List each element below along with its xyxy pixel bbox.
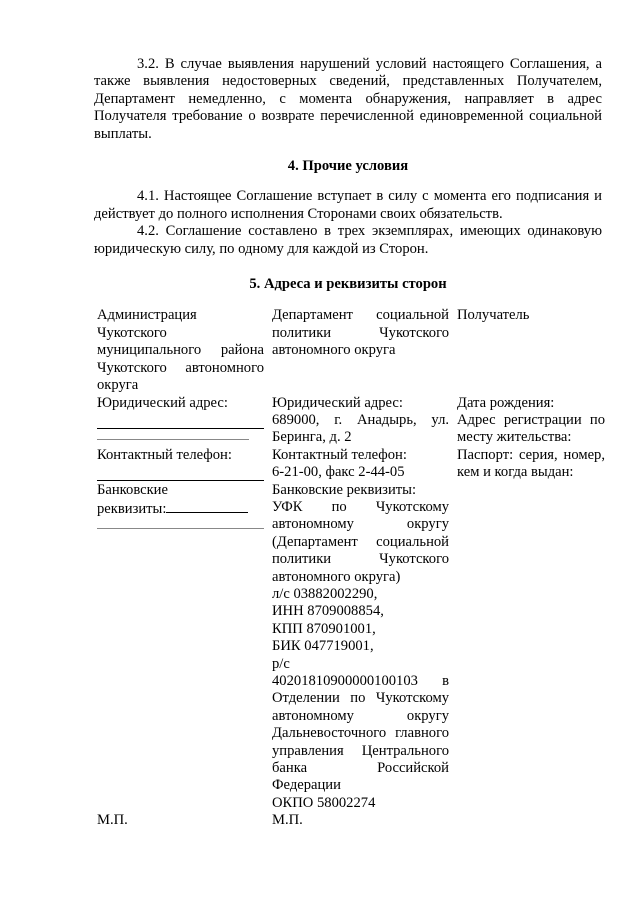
department-rs-label: р/с	[272, 655, 290, 672]
recipient-passport-cell	[457, 447, 605, 813]
recipient-address-label: Адрес регистрации по месту жительства:	[457, 411, 605, 446]
department-phone-cell	[272, 447, 457, 482]
administration-legal-address-label: Юридический адрес:	[97, 394, 228, 411]
recipient-stamp-cell	[457, 812, 605, 829]
administration-bank-label-2: реквизиты:	[97, 500, 167, 517]
recipient-birth-cell	[457, 395, 605, 447]
party-recipient	[457, 307, 605, 394]
stamp-row	[97, 812, 605, 829]
administration-bank-line	[166, 499, 248, 513]
department-account-ls: л/с 03882002290,	[272, 585, 378, 602]
phone-row	[97, 447, 605, 482]
department-okpo: ОКПО 58002274	[272, 794, 376, 811]
administration-address-line-2	[97, 429, 249, 440]
department-phone-value: 6-21-00, факс 2-44-05	[272, 464, 405, 481]
recipient-birth-date-label: Дата рождения:	[457, 394, 555, 411]
department-address-cell	[272, 395, 457, 447]
department-legal-address-label: Юридический адрес:	[272, 394, 403, 411]
department-rs-value: 40201810900000100103 в Отделении по Чукотскому автономному округу Дальневосточного главного управления Центрального банка Российской Федерации	[272, 673, 449, 794]
administration-bank-line-wrap	[97, 499, 264, 518]
clause-4-1: 4.1. Настоящее Соглашение вступает в силу с момента его подписания и действует до полного исполнения Сторонами своих обязательств.	[94, 188, 602, 222]
administration-name: Администрация Чукотского муниципального района Чукотского автономного округа	[97, 307, 264, 394]
department-phone-label: Контактный телефон:	[272, 446, 407, 463]
administration-phone-label: Контактный телефон:	[97, 446, 232, 463]
document-page	[94, 56, 605, 830]
administration-stamp-cell	[97, 812, 272, 829]
clause-4-2: 4.2. Соглашение составлено в трех экземплярах, имеющих одинаковую юридическую силу, по одному для каждой из Сторон.	[94, 223, 602, 257]
administration-stamp: М.П.	[97, 812, 128, 829]
department-bank-label: Банковские реквизиты:	[272, 481, 416, 498]
clause-3-2: 3.2. В случае выявления нарушений условий настоящего Соглашения, а также выявления недостоверных сведений, представленных Получателем, Департамент немедленно, с момента обнаружения, направляет в адрес Получателя требование о возврате перечисленной единовременной социальной выплаты.	[94, 56, 602, 142]
party-department	[272, 307, 457, 394]
administration-bank-label: Банковские	[97, 481, 168, 498]
address-row	[97, 395, 605, 447]
recipient-name: Получатель	[457, 307, 530, 324]
department-bank-cell	[272, 482, 457, 813]
requisites-table	[97, 307, 605, 829]
recipient-passport-label: Паспорт: серия, номер, кем и когда выдан:	[457, 446, 605, 481]
department-stamp: М.П.	[272, 812, 303, 829]
administration-bank-cell	[97, 482, 272, 813]
parties-row	[97, 307, 605, 394]
administration-phone-cell	[97, 447, 272, 482]
department-bank-recipient: УФК по Чукотскому автономному округу (Департамент социальной политики Чукотского автономного округа)	[272, 498, 449, 585]
section-4-title: 4. Прочие условия	[287, 158, 409, 175]
administration-bank-line-2	[97, 518, 264, 529]
department-stamp-cell	[272, 812, 457, 829]
party-administration	[97, 307, 272, 394]
section-5-title: 5. Адреса и реквизиты сторон	[249, 276, 447, 293]
department-kpp: КПП 870901001,	[272, 620, 376, 637]
department-bik: БИК 047719001,	[272, 638, 374, 655]
department-legal-address: 689000, г. Анадырь, ул. Беринга, д. 2	[272, 411, 449, 446]
administration-address-line	[97, 412, 264, 429]
department-name: Департамент социальной политики Чукотского автономного округа	[272, 307, 449, 359]
department-inn: ИНН 8709008854,	[272, 603, 384, 620]
administration-address-cell	[97, 395, 272, 447]
administration-phone-line	[97, 464, 264, 481]
